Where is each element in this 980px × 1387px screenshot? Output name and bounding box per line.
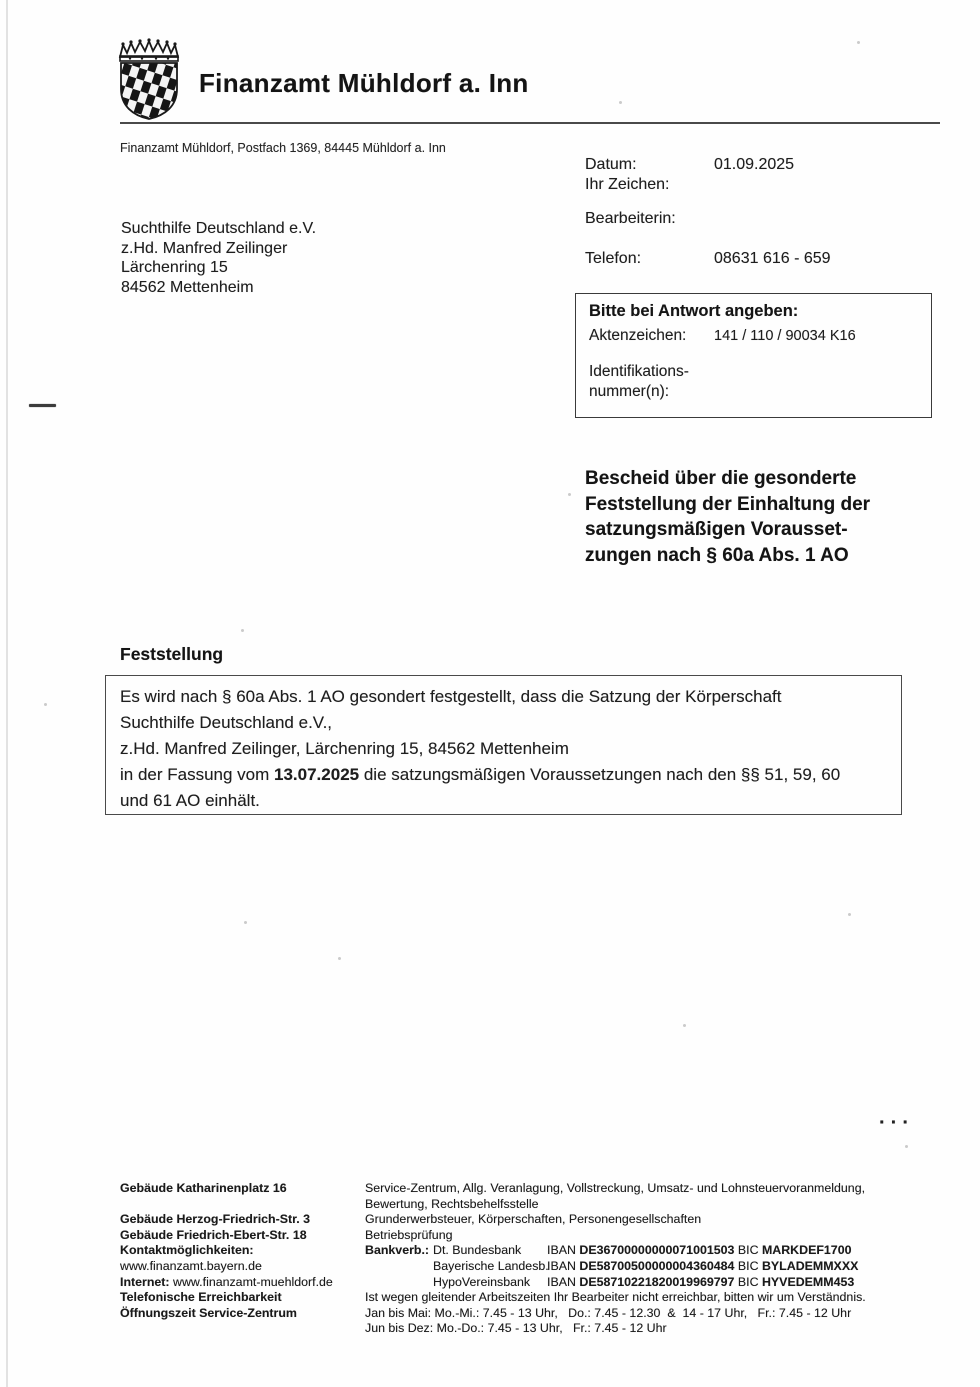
feststellung-line: in der Fassung vom 13.07.2025 die satzungsmäßigen Voraussetzungen nach den §§ 51, 59, 60 [120, 765, 841, 784]
scan-noise [619, 101, 622, 104]
building-address: Gebäude Katharinenplatz 16 [120, 1181, 287, 1195]
identification-number-label: Identifikations- nummer(n): [589, 363, 689, 400]
recipient-line: Lärchenring 15 [121, 259, 228, 276]
statute-date: 13.07.2025 [274, 765, 360, 784]
scan-noise [338, 957, 341, 960]
feststellung-line: Es wird nach § 60a Abs. 1 AO gesondert festgestellt, dass die Satzung der Körperschaft [120, 687, 782, 706]
sender-return-address: Finanzamt Mühldorf, Postfach 1369, 84445 Mühldorf a. Inn [120, 141, 446, 155]
file-number-label: Aktenzeichen: [589, 327, 687, 344]
contact-heading: Kontaktmöglichkeiten: [120, 1243, 254, 1258]
recipient-line: z.Hd. Manfred Zeilinger [121, 239, 288, 257]
scan-noise [848, 913, 851, 916]
bank-row [365, 1243, 925, 1259]
your-reference-label: Ihr Zeichen: [585, 176, 670, 193]
service-hours-heading: Öffnungszeit Service-Zentrum [120, 1305, 297, 1320]
department-line: Service-Zentrum, Allg. Veranlagung, Vollstreckung, Umsatz- und Lohnsteuervoranmeldung, [365, 1181, 866, 1195]
recipient-line: Suchthilfe Deutschland e.V. [121, 220, 317, 237]
scan-noise [683, 1024, 686, 1027]
date-label: Datum: [585, 156, 637, 173]
feststellung-body [120, 684, 890, 814]
reply-box-title: Bitte bei Antwort angeben: [589, 302, 799, 320]
scan-noise [568, 493, 571, 496]
date-row [585, 156, 795, 174]
footer-left-column [120, 1181, 365, 1321]
iban-value: DE36700000000071001503 [579, 1243, 735, 1258]
website-url: www.finanzamt.bayern.de [120, 1258, 262, 1273]
bank-name: HypoVereinsbank [433, 1274, 531, 1289]
scan-noise [244, 921, 247, 924]
internet-label: Internet: [120, 1274, 170, 1289]
iban-value: DE58700500000004360484 [579, 1258, 735, 1273]
scan-noise [905, 1145, 908, 1148]
phone-row [585, 250, 831, 268]
scan-noise [44, 703, 47, 706]
subject-heading: Bescheid über die gesonderte Feststellung der Einhaltung der satzungsmäßigen Vorausset- zungen nach § 60a Abs. 1 AO [585, 468, 871, 566]
feststellung-box [105, 675, 902, 815]
footer-spacer [120, 1197, 365, 1213]
availability-note: Ist wegen gleitender Arbeitszeiten Ihr Bearbeiter nicht erreichbar, bitten wir um Verständnis. [365, 1290, 866, 1305]
feststellung-line: z.Hd. Manfred Zeilinger, Lärchenring 15, 84562 Mettenheim [120, 739, 569, 758]
department-line: Grunderwerbsteuer, Körperschaften, Personengesellschaften [365, 1212, 702, 1227]
bank-label: Bankverb.: [365, 1243, 430, 1258]
reply-reference-box [575, 293, 932, 418]
recipient-address-block [121, 219, 316, 297]
footer-right-column [365, 1181, 925, 1337]
feststellung-heading: Feststellung [120, 644, 224, 664]
agency-title: Finanzamt Mühldorf a. Inn [199, 68, 529, 98]
bavaria-coat-of-arms-icon [116, 37, 182, 128]
date-value: 01.09.2025 [714, 156, 795, 173]
scan-noise [241, 629, 244, 632]
department-line: Bewertung, Rechtsbehelfsstelle [365, 1196, 539, 1211]
fold-mark [29, 404, 56, 407]
file-number-row [589, 327, 856, 345]
bank-account: IBAN DE58700500000004360484 BIC BYLADEMMXXX [547, 1258, 859, 1273]
header-rule [120, 122, 940, 124]
clerk-label: Bearbeiterin: [585, 210, 676, 227]
feststellung-line: Suchthilfe Deutschland e.V., [120, 713, 333, 732]
bic-value: BYLADEMMXXX [761, 1258, 859, 1273]
phone-availability-heading: Telefonische Erreichbarkeit [120, 1290, 282, 1305]
your-reference-row [585, 176, 669, 194]
feststellung-line: und 61 AO einhält. [120, 791, 260, 810]
bank-row [365, 1275, 925, 1291]
internet-row [120, 1275, 365, 1291]
phone-value: 08631 616 - 659 [714, 250, 831, 267]
bank-name: Bayerische Landesb. [433, 1258, 549, 1273]
scan-edge-artifact [6, 0, 8, 1387]
bic-value: MARKDEF1700 [761, 1243, 852, 1258]
scan-noise [857, 41, 860, 44]
phone-label: Telefon: [585, 250, 642, 267]
bank-account: IBAN DE58710221820019969797 BIC HYVEDEMM453 [547, 1274, 855, 1289]
clerk-row [585, 210, 676, 228]
opening-hours-line: Jun bis Dez: Mo.-Do.: 7.45 - 13 Uhr, Fr.: 7.45 - 12 Uhr [365, 1321, 667, 1336]
internet-url: www.finanzamt-muehldorf.de [169, 1274, 333, 1289]
building-address: Gebäude Friedrich-Ebert-Str. 18 [120, 1227, 307, 1242]
bank-name: Dt. Bundesbank [433, 1243, 522, 1258]
recipient-line: 84562 Mettenheim [121, 278, 254, 296]
file-number-value: 141 / 110 / 90034 K16 [714, 328, 856, 344]
building-address: Gebäude Herzog-Friedrich-Str. 3 [120, 1212, 311, 1227]
iban-value: DE58710221820019969797 [579, 1274, 735, 1289]
opening-hours-line: Jan bis Mai: Mo.-Mi.: 7.45 - 13 Uhr, Do.: 7.45 - 12.30 & 14 - 17 Uhr, Fr.: 7.45 - 12 Uhr [365, 1305, 852, 1320]
department-line: Betriebsprüfung [365, 1227, 453, 1242]
bic-value: HYVEDEMM453 [761, 1274, 855, 1289]
bank-row [365, 1259, 925, 1275]
bank-account: IBAN DE36700000000071001503 BIC MARKDEF1700 [547, 1243, 852, 1258]
continuation-dots: ··· [879, 1112, 914, 1134]
